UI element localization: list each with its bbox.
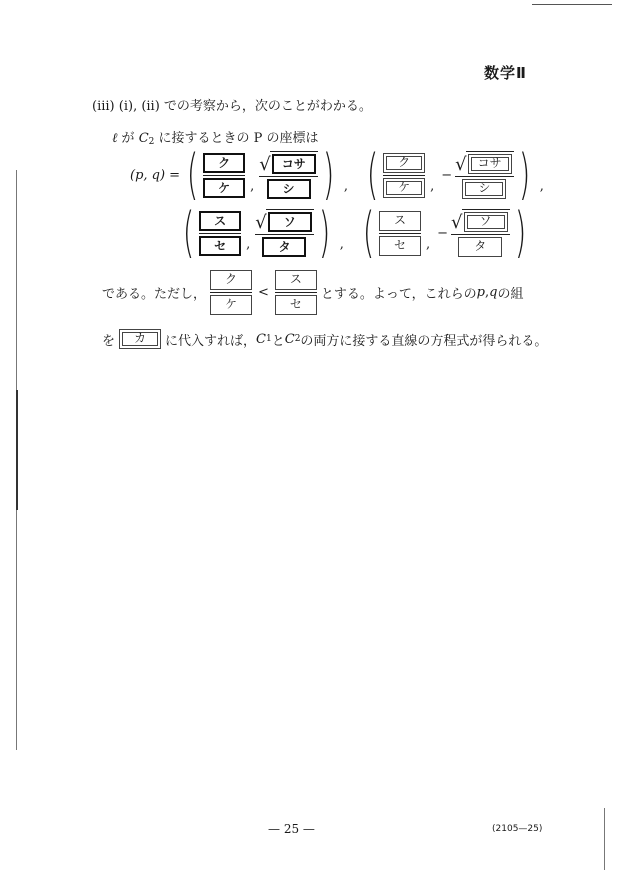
sqrt xyxy=(451,209,509,232)
fraction-bar xyxy=(255,234,313,235)
tangent-condition xyxy=(112,127,319,147)
text-fragment: の組 xyxy=(497,287,524,302)
right-paren: ) xyxy=(318,201,331,264)
less-than-sign: < xyxy=(258,285,269,300)
page-number: — 25 — xyxy=(268,822,315,836)
answer-box-se[interactable]: セ xyxy=(379,236,421,256)
left-paren: ( xyxy=(366,143,379,206)
fraction-ku-ke-3 xyxy=(210,270,252,315)
answer-box-kosa[interactable]: コサ xyxy=(468,154,512,174)
fraction-kosa-shi-2 xyxy=(455,151,513,199)
curve-subscript: 2 xyxy=(148,137,155,147)
answer-box-ke[interactable]: ケ xyxy=(203,178,245,198)
sqrt xyxy=(455,151,513,174)
fraction-bar xyxy=(259,176,317,177)
subject-title: 数学Ⅱ xyxy=(484,64,527,82)
answer-box-so[interactable]: ソ xyxy=(464,212,508,232)
minus-sign: − xyxy=(441,167,453,183)
right-paren: ) xyxy=(322,143,335,206)
text-fragment: に接するときの P の座標は xyxy=(154,131,319,146)
fraction-bar xyxy=(199,233,241,234)
answer-box-su[interactable]: ス xyxy=(379,211,421,231)
curve-symbol: C xyxy=(138,131,149,146)
left-paren: ( xyxy=(186,143,199,206)
left-paren: ( xyxy=(182,201,195,264)
fraction-bar xyxy=(455,176,513,177)
comma: , xyxy=(430,179,435,194)
conclusion-line xyxy=(102,329,547,349)
fraction-bar xyxy=(210,292,252,293)
radical-sign: √ xyxy=(451,212,463,233)
radicand xyxy=(466,151,514,174)
text-fragment: が xyxy=(117,131,139,146)
radical-sign: √ xyxy=(259,154,271,175)
curve-subscript: 1 xyxy=(265,334,272,344)
minus-sign: − xyxy=(437,225,449,241)
curve-subscript: 2 xyxy=(294,334,301,344)
fraction-su-se-2 xyxy=(379,211,421,256)
answer-box-ta[interactable]: タ xyxy=(458,237,502,257)
pq-label: (p, q) = xyxy=(130,167,181,183)
comma: , xyxy=(250,179,255,194)
fraction-ku-ke-2 xyxy=(383,153,425,198)
page-code: (2105—25) xyxy=(492,824,543,834)
text-fragment: を xyxy=(102,333,116,349)
answer-box-ke[interactable]: ケ xyxy=(210,295,252,315)
fraction-bar xyxy=(383,175,425,176)
curve-symbol: C xyxy=(256,331,266,347)
radicand xyxy=(266,209,314,232)
sqrt xyxy=(255,209,313,232)
answer-row-1 xyxy=(130,143,549,206)
text-fragment: の両方に接する直線の方程式が得られる。 xyxy=(300,333,548,349)
comma: , xyxy=(539,179,544,194)
comma: , xyxy=(426,237,431,252)
fraction-so-ta-2 xyxy=(451,209,509,257)
fraction-bar xyxy=(203,175,245,176)
radicand xyxy=(462,209,510,232)
problem-intro xyxy=(92,95,372,114)
fraction-so-ta xyxy=(255,209,313,257)
fraction-kosa-shi xyxy=(259,151,317,199)
left-margin-mark xyxy=(16,390,18,510)
text-fragment: とする。よって，これらの xyxy=(320,287,477,302)
answer-box-se[interactable]: セ xyxy=(275,295,317,315)
right-paren: ) xyxy=(514,201,526,264)
condition-line xyxy=(102,270,523,315)
answer-box-ku[interactable]: ク xyxy=(210,270,252,290)
var-p: p xyxy=(476,285,485,300)
fraction-su-se-3 xyxy=(275,270,317,315)
curve-symbol: C xyxy=(284,331,295,347)
radicand xyxy=(270,151,318,174)
separator: , xyxy=(485,285,490,300)
fraction-bar xyxy=(275,292,317,293)
right-paren: ) xyxy=(518,143,530,206)
text-fragment: に代入すれば， xyxy=(165,333,257,349)
top-rule xyxy=(532,4,612,5)
fraction-ku-ke xyxy=(203,153,245,198)
right-margin-rule xyxy=(604,808,605,870)
answer-box-shi[interactable]: シ xyxy=(267,179,311,199)
left-paren: ( xyxy=(362,201,375,264)
answer-box-shi[interactable]: シ xyxy=(462,179,506,199)
intro-text: (i), (ii) での考察から，次のことがわかる。 xyxy=(118,99,372,114)
answer-box-kosa[interactable]: コサ xyxy=(272,154,316,174)
text-fragment: と xyxy=(271,333,285,349)
answer-box-se[interactable]: セ xyxy=(199,236,241,256)
answer-row-2 xyxy=(178,201,531,264)
comma: , xyxy=(343,179,348,194)
fraction-su-se xyxy=(199,211,241,256)
answer-box-ta[interactable]: タ xyxy=(262,237,306,257)
radical-sign: √ xyxy=(255,212,267,233)
var-q: q xyxy=(489,285,498,300)
radical-sign: √ xyxy=(455,154,467,175)
problem-number: (iii) xyxy=(92,99,115,114)
fraction-bar xyxy=(451,234,509,235)
comma: , xyxy=(246,237,251,252)
answer-box-ka[interactable]: カ xyxy=(119,329,161,349)
answer-box-ku[interactable]: ク xyxy=(203,153,245,173)
answer-box-su[interactable]: ス xyxy=(275,270,317,290)
fraction-bar xyxy=(379,233,421,234)
answer-box-ke[interactable]: ケ xyxy=(383,178,425,198)
sqrt xyxy=(259,151,317,174)
comma: , xyxy=(339,237,344,252)
line-symbol: ℓ xyxy=(112,131,118,146)
answer-box-so[interactable]: ソ xyxy=(268,212,312,232)
answer-box-su[interactable]: ス xyxy=(199,211,241,231)
text-fragment: である。ただし， xyxy=(102,287,207,302)
answer-box-ku[interactable]: ク xyxy=(383,153,425,173)
